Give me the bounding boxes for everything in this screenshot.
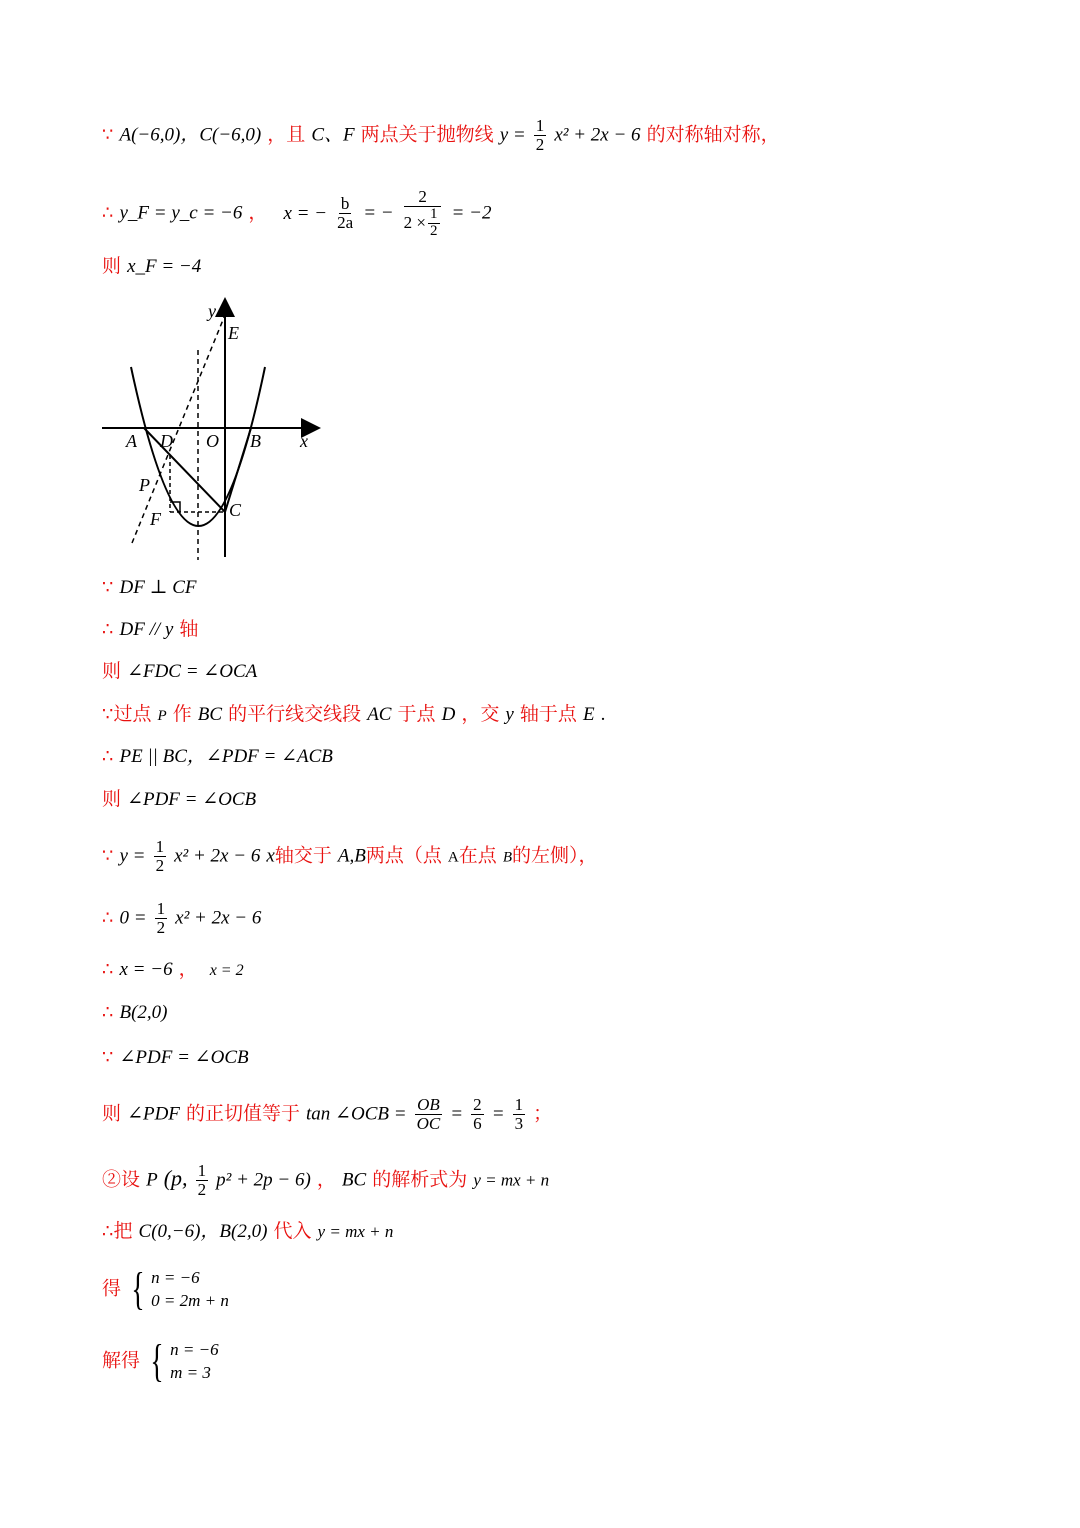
point-a: A xyxy=(447,849,459,866)
label-d: D xyxy=(160,431,173,451)
equation: B(2,0) xyxy=(119,1002,168,1023)
fraction xyxy=(534,117,547,154)
equation: PE || BC，∠PDF = ∠ACB xyxy=(119,746,333,767)
axis-x: x xyxy=(266,845,275,867)
because-symbol: ∵ xyxy=(102,845,114,867)
text: 两点（点 xyxy=(365,844,442,867)
point-d: D xyxy=(441,704,456,725)
text: 的对称轴对称， xyxy=(646,123,780,146)
point-p: P xyxy=(146,1169,158,1191)
semicolon: ； xyxy=(533,1102,553,1125)
text: 的左侧）， xyxy=(511,844,598,867)
therefore-symbol: ∴ xyxy=(102,746,114,767)
therefore-symbol: ∴ xyxy=(102,907,114,929)
equation: y = xyxy=(499,124,526,146)
therefore-symbol: ∴ xyxy=(102,959,114,980)
line-17 xyxy=(102,1222,393,1241)
comma: ， xyxy=(178,958,198,980)
text: 的平行线交线段 xyxy=(228,703,362,725)
numerator: 1 xyxy=(155,837,165,856)
therefore-symbol: ∴ xyxy=(102,619,114,640)
equation: x² + 2x − 6 xyxy=(554,124,641,146)
line-5 xyxy=(102,620,198,639)
equation: ∠PDF = ∠OCB xyxy=(127,789,257,810)
angle: ∠PDF xyxy=(127,1103,180,1125)
points-ac: A(−6,0)，C(−6,0) xyxy=(119,124,262,146)
system-row-2: 0 = 2m + n xyxy=(151,1291,229,1310)
system-row-1: n = −6 xyxy=(151,1268,200,1287)
numerator: 1 xyxy=(430,205,438,222)
equation: x = −6 xyxy=(119,959,173,980)
equation: x = 2 xyxy=(209,962,244,979)
equation-system xyxy=(127,1263,229,1314)
system-row-1: n = −6 xyxy=(170,1340,219,1359)
line-12 xyxy=(102,960,244,979)
line-4 xyxy=(102,578,196,597)
label-p: P xyxy=(139,475,150,495)
fraction xyxy=(155,900,168,937)
fraction xyxy=(428,207,440,240)
equation: x² + 2x − 6 xyxy=(174,845,261,867)
therefore-symbol: ∴ xyxy=(102,202,114,224)
equation: x = − xyxy=(283,202,328,224)
text: ②设 xyxy=(102,1168,141,1191)
because-symbol: ∵ xyxy=(102,124,114,146)
because-symbol: ∵ xyxy=(102,1047,114,1068)
line-10 xyxy=(102,838,598,875)
segment-bc: BC xyxy=(341,1169,367,1191)
equation: y = xyxy=(119,845,146,867)
text: 的解析式为 xyxy=(372,1168,468,1191)
point-p: P xyxy=(157,708,167,724)
label-o: O xyxy=(206,431,219,451)
fraction xyxy=(415,1096,443,1133)
system-row-2: m = 3 xyxy=(170,1363,211,1382)
text: 则 xyxy=(102,1102,122,1125)
line-15 xyxy=(102,1096,552,1133)
line-13 xyxy=(102,1003,168,1022)
text: 解得 xyxy=(102,1349,141,1372)
equation: x² + 2x − 6 xyxy=(175,907,262,929)
because-symbol: ∵ xyxy=(102,577,114,598)
text: 则 xyxy=(102,255,122,277)
line-11 xyxy=(102,900,261,937)
denominator: 2 xyxy=(155,855,165,875)
equation: y = mx + n xyxy=(317,1222,394,1241)
equation: = −2 xyxy=(451,202,492,224)
denominator: 2 xyxy=(156,917,166,937)
points: C(0,−6)，B(2,0) xyxy=(138,1221,268,1242)
therefore-symbol: ∴ xyxy=(102,1002,114,1023)
expression: p² + 2p − 6) xyxy=(216,1169,311,1191)
line-7 xyxy=(102,705,605,724)
numerator: OB xyxy=(417,1095,440,1114)
equation-system xyxy=(146,1335,219,1386)
equation: 0 = xyxy=(119,907,147,929)
label-b: B xyxy=(250,431,261,451)
denominator: OC xyxy=(416,1113,441,1133)
denominator: 2 xyxy=(535,134,545,154)
equation: y_F = y_c = −6 xyxy=(119,202,243,224)
text: 则 xyxy=(102,660,122,682)
line-6 xyxy=(102,662,257,681)
denominator: 6 xyxy=(473,1113,482,1133)
point-e: E xyxy=(582,704,595,725)
brace: { xyxy=(150,1335,164,1386)
numerator: 1 xyxy=(197,1161,207,1180)
line-2 xyxy=(102,188,491,239)
label-x: x xyxy=(300,431,308,451)
numerator: b xyxy=(340,194,350,214)
because-symbol: ∵ xyxy=(102,704,114,725)
equation: ∠FDC = ∠OCA xyxy=(127,661,258,682)
fraction xyxy=(335,195,355,232)
equation: DF ⊥ CF xyxy=(119,577,197,598)
text: ，且 xyxy=(267,123,306,146)
numerator: 1 xyxy=(535,116,545,135)
denominator xyxy=(402,207,444,240)
line-1 xyxy=(102,117,780,154)
denominator: 2 xyxy=(197,1179,207,1199)
fraction xyxy=(471,1096,484,1133)
label-y: y xyxy=(208,301,216,321)
text: 过点 xyxy=(113,703,152,725)
text: 轴 xyxy=(179,618,199,640)
points-ab: A,B xyxy=(337,845,366,867)
denominator: 2 xyxy=(430,222,438,239)
denominator: 3 xyxy=(514,1113,524,1133)
label-f: F xyxy=(150,509,161,529)
line-19 xyxy=(102,1335,219,1386)
line-14 xyxy=(102,1048,249,1067)
brace: { xyxy=(131,1263,145,1314)
text: 轴交于 xyxy=(274,844,332,867)
fraction xyxy=(196,1162,209,1199)
text: 两点关于抛物线 xyxy=(360,123,494,146)
denominator: 2a xyxy=(337,213,354,233)
equation: tan ∠OCB = xyxy=(306,1103,407,1125)
line-16 xyxy=(102,1162,549,1199)
numerator: 1 xyxy=(514,1095,524,1114)
numerator: 1 xyxy=(156,899,166,918)
period: . xyxy=(600,704,606,725)
points-cf: C、F xyxy=(311,124,355,146)
comma: ， xyxy=(248,201,268,224)
label-a: A xyxy=(126,431,137,451)
paren-open: (p, xyxy=(163,1165,188,1191)
equals: = xyxy=(450,1103,464,1125)
line-8 xyxy=(102,747,333,766)
line-9 xyxy=(102,790,256,809)
text: 轴于点 xyxy=(519,703,577,725)
therefore-symbol: ∴ xyxy=(102,1221,114,1242)
equation: ∠PDF = ∠OCB xyxy=(119,1047,249,1068)
parabola-figure xyxy=(98,295,328,565)
label-c: C xyxy=(229,500,242,520)
denominator-text: 2 × xyxy=(403,213,426,233)
text: 于点 xyxy=(397,703,436,725)
axis-y: y xyxy=(505,704,514,725)
equation: y = mx + n xyxy=(473,1170,550,1190)
text: 则 xyxy=(102,788,122,810)
comma: ， xyxy=(316,1168,336,1191)
text: 作 xyxy=(172,703,192,725)
equation: = − xyxy=(363,202,394,224)
text: 把 xyxy=(113,1220,133,1242)
text: 的正切值等于 xyxy=(185,1102,300,1125)
label-e: E xyxy=(228,323,239,343)
numerator: 2 xyxy=(404,188,441,207)
segment-bc: BC xyxy=(197,704,223,725)
fraction xyxy=(154,838,167,875)
line-3 xyxy=(102,257,201,276)
equation: DF // y xyxy=(119,619,174,640)
text: 代入 xyxy=(273,1220,312,1242)
complex-fraction xyxy=(402,188,444,239)
text: ，交 xyxy=(461,703,500,725)
text: 在点 xyxy=(458,844,497,867)
text: 得 xyxy=(102,1277,122,1300)
segment-ac: AC xyxy=(367,704,392,725)
equals: = xyxy=(491,1103,505,1125)
equation: x_F = −4 xyxy=(127,256,202,277)
line-18 xyxy=(102,1263,229,1314)
point-b: B xyxy=(502,849,512,866)
numerator: 2 xyxy=(473,1095,482,1114)
fraction xyxy=(513,1096,526,1133)
